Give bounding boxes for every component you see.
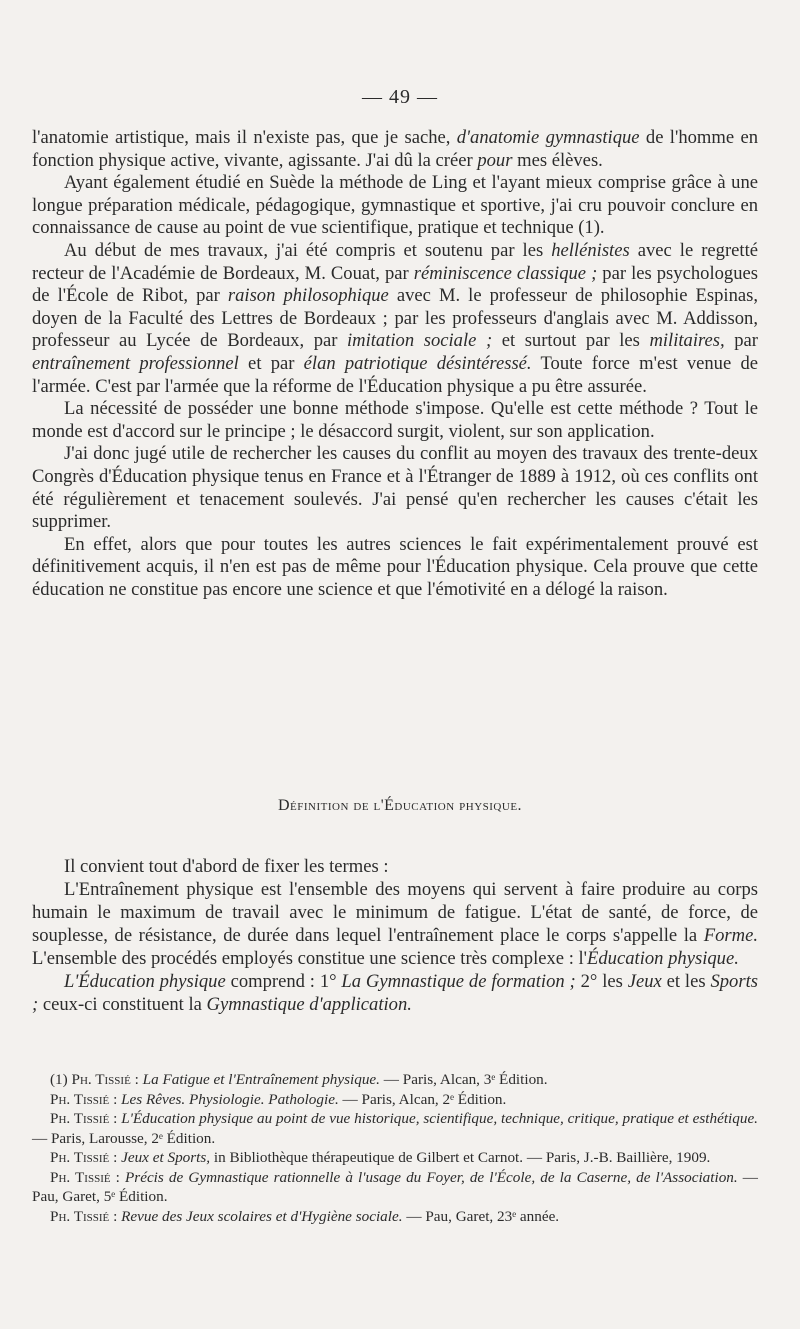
italic-run: Sports ; (32, 971, 758, 1015)
paragraph (32, 398, 758, 443)
main-text (32, 127, 758, 601)
text-run: l'anatomie artistique, mais il n'existe pas, que je sache, (32, 127, 457, 148)
footnotes (32, 1070, 758, 1226)
text-run: En effet, alors que pour toutes les autres sciences le fait expérimentalement prouvé est définitivement acquis, il n'en est pas de même pour l'Éducation physique. Cela prouve que cette éducation ne constitue pas encore une science et que l'émotivité en a délogé la raison. (32, 533, 758, 600)
text-run: par les psychologues de l'École de Ribot, par (32, 262, 758, 307)
text-run: Au début de mes travaux, j'ai été compris et soutenu par les (64, 239, 552, 261)
text-run: avec le regretté recteur de l'Académie de Bordeaux, M. Couat, par (32, 239, 758, 284)
italic-run: La Fatigue et l'Entraînement physique. (142, 1071, 380, 1088)
italic-run: entraînement professionnel (32, 352, 239, 374)
section-heading (0, 797, 800, 815)
text-run: ceux-ci constituent la (38, 994, 207, 1015)
text-run: et les (661, 971, 711, 992)
italic-run: Les Rêves. Physiologie. Pathologie. (121, 1090, 339, 1108)
italic-run: Éducation physique. (587, 948, 739, 969)
italic-run: Jeux (627, 971, 662, 992)
italic-run: Précis de Gymnastique rationnelle à l'usage du Foyer, de l'École, de la Caserne, de l'Association. (125, 1168, 738, 1186)
page-number: — 49 — (362, 86, 438, 108)
italic-run: militaires, (649, 330, 725, 352)
italic-run: Gymnastique d'application. (206, 994, 412, 1015)
paragraph (32, 534, 758, 602)
text-run: — Paris, Alcan, 2ᵉ Édition. (338, 1090, 507, 1108)
author-name: Ph. Tissié (50, 1168, 111, 1186)
text-run: 2° les (575, 971, 628, 992)
footnote (32, 1207, 758, 1227)
author-name: Ph. Tissié (50, 1110, 110, 1127)
text-run: — Paris, Larousse, 2ᵉ Édition. (32, 1129, 216, 1147)
italic-run: raison philosophique (227, 285, 389, 307)
footnote (32, 1148, 758, 1168)
author-name: Ph. Tissié (50, 1090, 110, 1108)
text-run: J'ai donc jugé utile de rechercher les causes du conflit au moyen des travaux des trente-deux Congrès d'Éducation physique tenus en France et à l'Étranger de 1889 à 1912, où ces conflits ont été régulièrement et tenacement soulevés. J'ai pensé qu'en rechercher les causes c'était les supprimer. (32, 443, 758, 533)
paragraph (32, 172, 758, 240)
text-run: : (109, 1207, 122, 1225)
text-run: avec M. le professeur de philosophie Espinas, doyen de la Faculté des Lettres de Bordeaux ; par les professeurs d'anglais avec M. Addisson, professeur au Lycée de Bordeaux, par (32, 285, 759, 352)
text-run: et surtout par les (492, 330, 650, 352)
italic-run: Jeux et Sports, (121, 1149, 211, 1166)
text-run: (1) (50, 1071, 72, 1088)
text-run: : (110, 1168, 126, 1186)
italic-run: élan patriotique désintéressé. (303, 352, 532, 374)
italic-run: La Gymnastique de formation ; (341, 971, 576, 992)
footnote (32, 1168, 758, 1207)
text-run: — Paris, Alcan, 3ᵉ Édition. (379, 1071, 548, 1088)
footnote (32, 1090, 758, 1110)
paragraph (32, 240, 758, 398)
text-run: — Pau, Garet, 23ᵉ année. (402, 1207, 560, 1225)
text-run: L'ensemble des procédés employés constitue une science très complexe : l' (32, 948, 588, 969)
italic-run: Revue des Jeux scolaires et d'Hygiène sociale. (121, 1207, 403, 1225)
text-run: mes élèves. (512, 149, 603, 171)
text-run: Toute force m'est venue de l'armée. C'est par l'armée que la réforme de l'Éducation physique a pu être assurée. (32, 352, 758, 397)
text-run: de l'homme en fonction physique active, vivante, agissante. J'ai dû la créer (32, 127, 758, 171)
text-run: et par (238, 352, 304, 374)
text-run: in Bibliothèque thérapeutique de Gilbert et Carnot. — Paris, J.-B. Baillière, 1909. (210, 1149, 711, 1166)
paragraph (32, 443, 758, 533)
italic-run: hellénistes (551, 239, 630, 261)
author-name: Ph. Tissié (71, 1071, 131, 1088)
text-run: comprend : 1° (225, 971, 342, 992)
author-name: Ph. Tissié (50, 1149, 110, 1166)
section-text (32, 855, 758, 1016)
footnote (32, 1070, 758, 1090)
text-run: — Pau, Garet, 5ᵉ Édition. (32, 1168, 758, 1205)
text-run: : (109, 1110, 122, 1127)
section-paragraph (32, 855, 758, 878)
italic-run: imitation sociale ; (347, 330, 493, 352)
italic-run: réminiscence classique ; (413, 262, 598, 284)
section-paragraph (32, 970, 758, 1016)
paragraph (32, 127, 758, 172)
text-run: L'Entraînement physique est l'ensemble des moyens qui servent à faire produire au corps humain le maximum de travail avec le minimum de fatigue. L'état de santé, de force, de souplesse, de résistance, de durée dans lequel l'entraînement place le corps s'appelle la (32, 879, 758, 946)
text-run: Ayant également étudié en Suède la méthode de Ling et l'ayant mieux comprise grâce à une longue préparation médicale, pédagogique, gymnastique et sportive, j'ai cru pouvoir conclure en connaissance de cause au point de vue scientifique, pratique et technique (1). (32, 172, 758, 239)
italic-run: L'Éducation physique au point de vue historique, scientifique, technique, critique, pratique et esthétique. (121, 1110, 758, 1127)
author-name: Ph. Tissié (50, 1207, 110, 1225)
italic-run: Forme. (703, 925, 758, 946)
section-paragraph (32, 878, 758, 970)
italic-run: d'anatomie gymnastique (456, 127, 640, 148)
text-run: : (109, 1149, 122, 1166)
section-heading-text: Définition de l'Éducation physique. (277, 797, 523, 814)
italic-run: pour (477, 149, 513, 171)
text-run: La nécessité de posséder une bonne méthode s'impose. Qu'elle est cette méthode ? Tout le monde est d'accord sur le principe ; le désaccord surgit, violent, sur son application. (32, 398, 758, 442)
footnote (32, 1109, 758, 1148)
text-run: : (130, 1071, 143, 1088)
text-run: par (724, 330, 758, 352)
text-run: : (109, 1090, 122, 1108)
text-run: Il convient tout d'abord de fixer les termes : (64, 856, 389, 877)
italic-run: L'Éducation physique (64, 971, 226, 992)
